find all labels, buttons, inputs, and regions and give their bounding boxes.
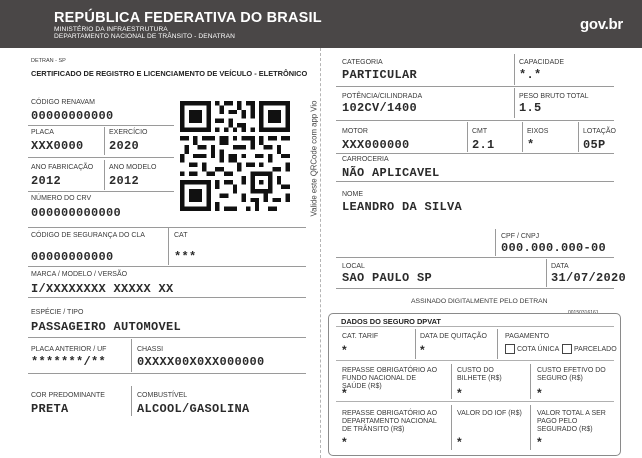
- divider-line: [467, 122, 468, 152]
- combustivel-value: ALCOOL/GASOLINA: [137, 402, 250, 416]
- potencia-label: POTÊNCIA/CILINDRADA: [342, 93, 423, 100]
- codigo-cla-value: 00000000000: [31, 250, 114, 264]
- divider-line: [336, 360, 614, 361]
- carroceria-label: CARROCERIA: [342, 156, 389, 163]
- exercicio-value: 2020: [109, 139, 140, 153]
- data-label: DATA: [551, 263, 569, 270]
- nome-value: LEANDRO DA SILVA: [342, 200, 463, 214]
- peso-value: 1.5: [519, 101, 542, 115]
- eixos-label: EIXOS: [527, 128, 549, 135]
- numero-crv-label: NÚMERO DO CRV: [31, 195, 92, 202]
- divider-line: [495, 229, 496, 256]
- valor-iof-value: *: [457, 435, 462, 449]
- repasse-dnt-label: REPASSE OBRIGATÓRIO AO DEPARTAMENTO NACIONAL DE TRÂNSITO (R$): [342, 410, 438, 433]
- parcelado-label: PARCELADO: [574, 346, 617, 353]
- divider-line: [28, 157, 174, 158]
- ano-fabricacao-value: 2012: [31, 174, 62, 188]
- repasse-dnt-value: *: [342, 435, 347, 449]
- custo-efetivo-value: *: [537, 386, 542, 400]
- dpvat-title: DADOS DO SEGURO DPVAT: [341, 317, 441, 326]
- chassi-value: 0XXXX00X0XX000000: [137, 355, 265, 369]
- divider-line: [451, 364, 452, 399]
- divider-line: [546, 259, 547, 287]
- divider-line: [578, 122, 579, 152]
- cmt-label: CMT: [472, 128, 488, 135]
- document-title: CERTIFICADO DE REGISTRO E LICENCIAMENTO DE VEÍCULO - ELETRÔNICO: [31, 69, 308, 78]
- govbr-logo: gov.br: [580, 16, 623, 33]
- department-name: DEPARTAMENTO NACIONAL DE TRÂNSITO - DENATRAN: [54, 33, 235, 40]
- divider-line: [131, 339, 132, 372]
- divider-line: [28, 373, 306, 374]
- lotacao-label: LOTAÇÃO: [583, 128, 616, 135]
- divider-line: [497, 329, 498, 359]
- parcelado-checkbox[interactable]: [562, 344, 572, 354]
- placa-anterior-value: *******/**: [31, 355, 107, 369]
- signed-digitally-note: ASSINADO DIGITALMENTE PELO DETRAN: [411, 298, 548, 305]
- custo-bilhete-label: CUSTO DO BILHETE (R$): [457, 367, 502, 382]
- divider-line: [336, 120, 614, 121]
- cota-unica-checkbox[interactable]: [505, 344, 515, 354]
- carroceria-value: NÃO APLICAVEL: [342, 166, 440, 180]
- valor-total-value: *: [537, 435, 542, 449]
- ano-modelo-value: 2012: [109, 174, 140, 188]
- ano-modelo-label: ANO MODELO: [109, 164, 157, 171]
- divider-line: [514, 54, 515, 85]
- divider-line: [336, 181, 614, 182]
- renavam-label: CÓDIGO RENAVAM: [31, 99, 95, 106]
- divider-line: [28, 337, 306, 338]
- peso-label: PESO BRUTO TOTAL: [519, 93, 589, 100]
- repasse-fns-value: *: [342, 386, 347, 400]
- custo-efetivo-label: CUSTO EFETIVO DO SEGURO (R$): [537, 367, 606, 382]
- motor-value: XXX000000: [342, 138, 410, 152]
- cor-label: COR PREDOMINANTE: [31, 392, 105, 399]
- cat-value: ***: [174, 250, 197, 264]
- divider-line: [530, 405, 531, 450]
- divider-line: [336, 326, 614, 327]
- cat-tarif-label: CAT. TARIF: [342, 333, 379, 340]
- local-value: SAO PAULO SP: [342, 271, 433, 285]
- header-bar: [0, 0, 642, 48]
- exercicio-label: EXERCÍCIO: [109, 129, 148, 136]
- numero-crv-value: 000000000000: [31, 206, 122, 220]
- combustivel-label: COMBUSTÍVEL: [137, 392, 188, 399]
- issuer-label: DETRAN - SP: [31, 58, 66, 64]
- local-label: LOCAL: [342, 263, 365, 270]
- cor-value: PRETA: [31, 402, 69, 416]
- divider-line: [451, 405, 452, 450]
- divider-line: [336, 288, 614, 289]
- placa-value: XXX0000: [31, 139, 84, 153]
- chassi-label: CHASSI: [137, 346, 164, 353]
- motor-label: MOTOR: [342, 128, 368, 135]
- divider-line: [28, 297, 306, 298]
- divider-line: [336, 257, 614, 258]
- especie-value: PASSAGEIRO AUTOMOVEL: [31, 320, 182, 334]
- page-divider: [320, 48, 321, 458]
- valor-total-label: VALOR TOTAL A SER PAGO PELO SEGURADO (R$): [537, 410, 606, 433]
- cota-unica-label: COTA ÚNICA: [517, 346, 560, 353]
- categoria-value: PARTICULAR: [342, 68, 418, 82]
- divider-line: [530, 364, 531, 399]
- categoria-label: CATEGORIA: [342, 59, 383, 66]
- divider-line: [104, 127, 105, 155]
- placa-anterior-label: PLACA ANTERIOR / UF: [31, 346, 107, 353]
- valor-iof-label: VALOR DO IOF (R$): [457, 410, 522, 417]
- divider-line: [336, 86, 614, 87]
- especie-label: ESPÉCIE / TIPO: [31, 309, 84, 316]
- country-title: REPÚBLICA FEDERATIVA DO BRASIL: [54, 10, 322, 26]
- lotacao-value: 05P: [583, 138, 606, 152]
- data-value: 31/07/2020: [551, 271, 627, 285]
- divider-line: [131, 386, 132, 416]
- cat-tarif-value: *: [342, 343, 347, 357]
- custo-bilhete-value: *: [457, 386, 462, 400]
- dpvat-code: 00150316161: [568, 310, 599, 316]
- eixos-value: *: [527, 138, 535, 152]
- ano-fabricacao-label: ANO FABRICAÇÃO: [31, 164, 94, 171]
- divider-line: [336, 153, 614, 154]
- divider-line: [168, 228, 169, 265]
- cpf-value: 000.000.000-00: [501, 241, 607, 255]
- divider-line: [28, 191, 174, 192]
- divider-line: [28, 266, 306, 267]
- divider-line: [104, 160, 105, 190]
- cat-label: CAT: [174, 232, 188, 239]
- divider-line: [336, 401, 614, 402]
- repasse-fns-label: REPASSE OBRIGATÓRIO AO FUNDO NACIONAL DE SAÚDE (R$): [342, 367, 438, 390]
- capacidade-label: CAPACIDADE: [519, 59, 564, 66]
- ministry-name: MINISTÉRIO DA INFRAESTRUTURA: [54, 26, 168, 33]
- capacidade-value: *.*: [519, 68, 542, 82]
- qr-code[interactable]: [180, 101, 290, 211]
- data-quitacao-value: *: [420, 343, 425, 357]
- nome-label: NOME: [342, 191, 363, 198]
- qr-caption: Valide este QRCode com app Vio: [309, 100, 319, 217]
- marca-value: I/XXXXXXXX XXXXX XX: [31, 282, 174, 296]
- divider-line: [28, 125, 174, 126]
- renavam-value: 00000000000: [31, 109, 114, 123]
- potencia-value: 102CV/1400: [342, 101, 418, 115]
- cmt-value: 2.1: [472, 138, 495, 152]
- codigo-cla-label: CÓDIGO DE SEGURANÇA DO CLA: [31, 232, 145, 239]
- data-quitacao-label: DATA DE QUITAÇÃO: [420, 333, 487, 340]
- placa-label: PLACA: [31, 129, 54, 136]
- divider-line: [514, 88, 515, 118]
- divider-line: [522, 122, 523, 152]
- pagamento-label: PAGAMENTO: [505, 333, 550, 340]
- marca-label: MARCA / MODELO / VERSÃO: [31, 271, 128, 278]
- divider-line: [415, 329, 416, 359]
- divider-line: [28, 227, 306, 228]
- cpf-label: CPF / CNPJ: [501, 233, 540, 240]
